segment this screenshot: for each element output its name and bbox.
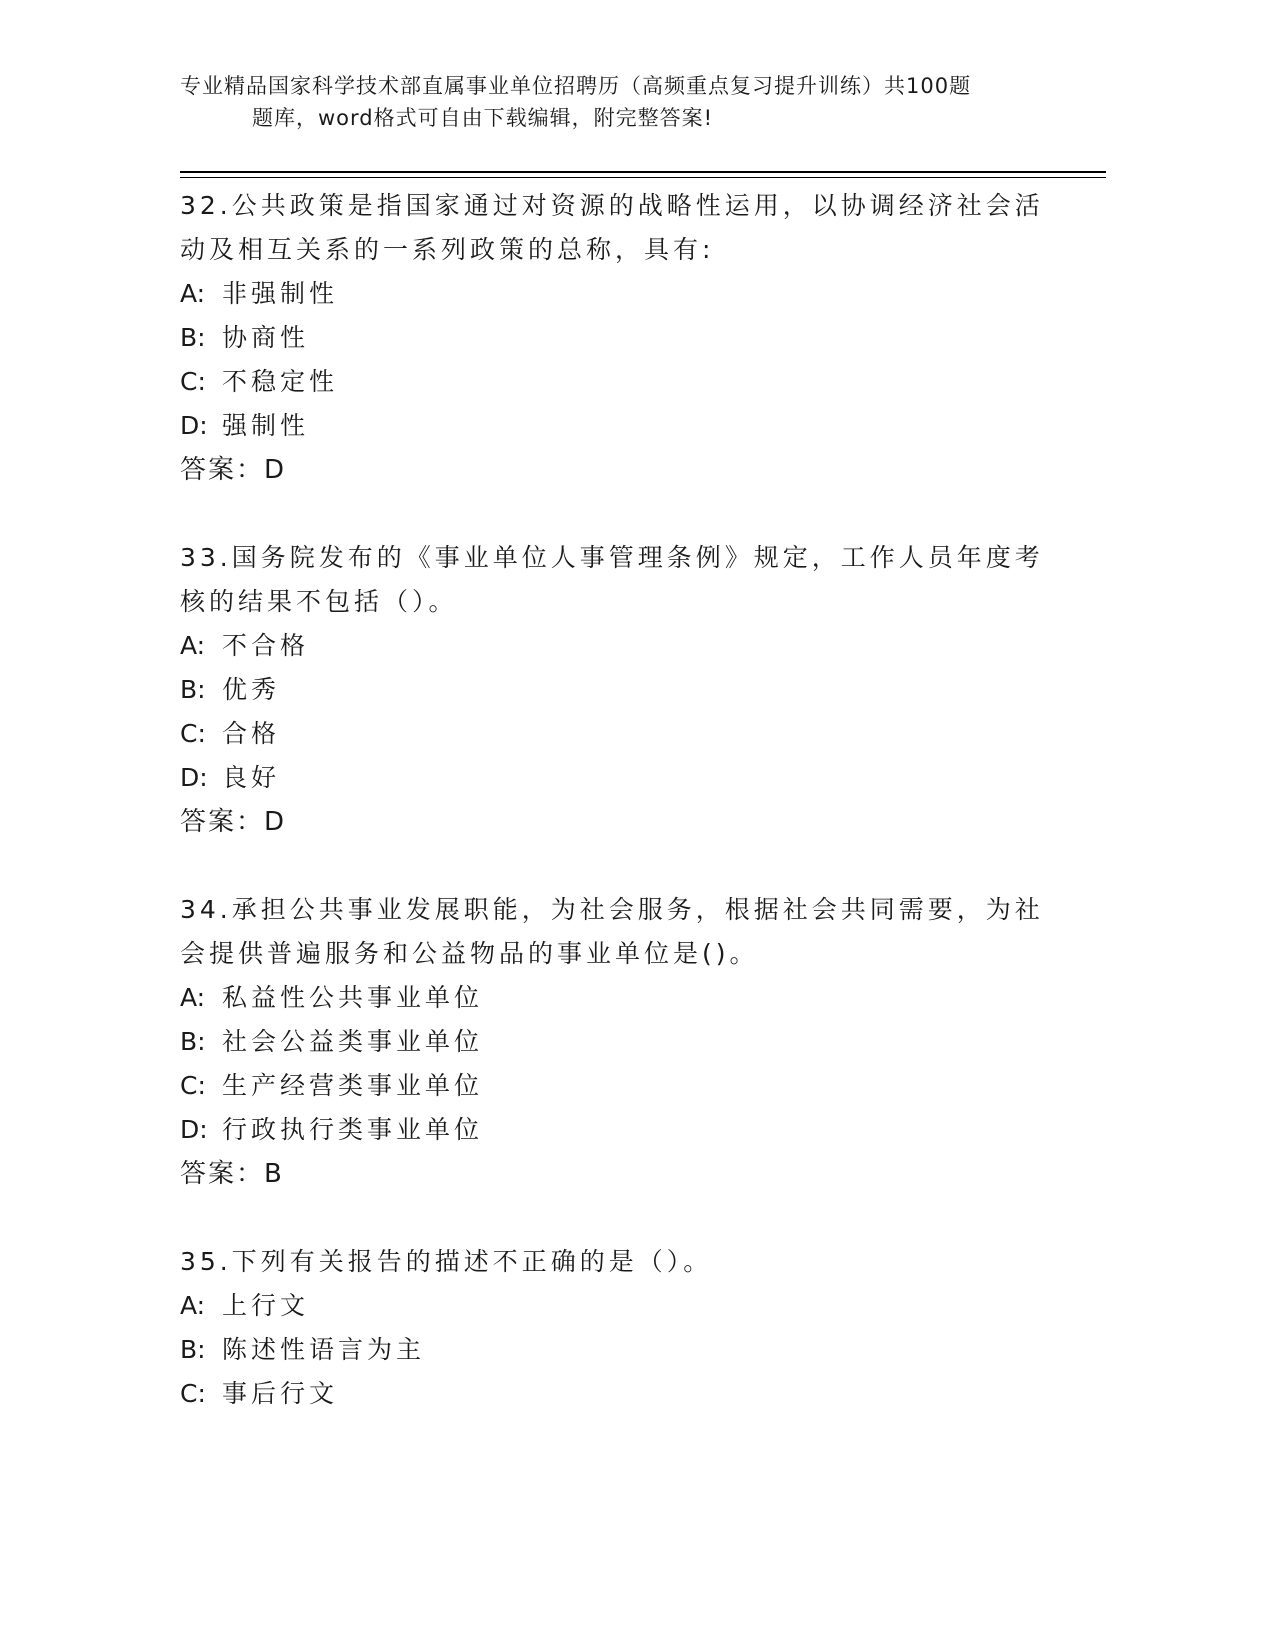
- option-letter: A:: [180, 1291, 206, 1320]
- option-b: [180, 668, 1060, 712]
- option-c: [180, 1372, 1060, 1416]
- question-stem: 32.公共政策是指国家通过对资源的战略性运用，以协调经济社会活动及相互关系的一系列政策的总称，具有:: [180, 191, 1044, 264]
- question-35: [180, 1240, 1060, 1416]
- option-text: 私益性公共事业单位: [222, 983, 484, 1012]
- header-line-1: 专业精品国家科学技术部直属事业单位招聘历（高频重点复习提升训练）共100题: [180, 74, 972, 98]
- question-34: [180, 888, 1060, 1196]
- header-divider-thin: [180, 177, 1106, 178]
- option-a: [180, 272, 1060, 316]
- option-text: 不合格: [222, 631, 310, 660]
- option-b: [180, 1328, 1060, 1372]
- option-letter: C:: [180, 367, 206, 396]
- question-list: [180, 184, 1060, 1460]
- option-d: [180, 1108, 1060, 1152]
- answer-line: 答案：D: [180, 807, 287, 837]
- option-letter: A:: [180, 279, 206, 308]
- option-letter: B:: [180, 1335, 206, 1364]
- option-text: 协商性: [222, 323, 310, 352]
- option-d: [180, 756, 1060, 800]
- question-32: [180, 184, 1060, 492]
- answer-line: 答案：B: [180, 1159, 284, 1189]
- option-c: [180, 360, 1060, 404]
- question-33: [180, 536, 1060, 844]
- option-letter: B:: [180, 323, 206, 352]
- option-text: 生产经营类事业单位: [222, 1071, 484, 1100]
- header-divider-thick: [180, 171, 1106, 173]
- option-text: 优秀: [222, 675, 281, 704]
- option-text: 合格: [222, 719, 281, 748]
- option-text: 社会公益类事业单位: [222, 1027, 484, 1056]
- option-text: 良好: [222, 763, 281, 792]
- answer-line: 答案：D: [180, 455, 287, 485]
- option-letter: B:: [180, 675, 206, 704]
- option-a: [180, 1284, 1060, 1328]
- option-d: [180, 404, 1060, 448]
- header-line-2: 题库，word格式可自由下载编辑，附完整答案!: [252, 106, 714, 130]
- option-letter: A:: [180, 983, 206, 1012]
- question-stem: 34.承担公共事业发展职能，为社会服务，根据社会共同需要，为社会提供普遍服务和公益物品的事业单位是()。: [180, 895, 1044, 968]
- option-text: 上行文: [222, 1291, 310, 1320]
- option-b: [180, 1020, 1060, 1064]
- page-header: [180, 70, 1080, 134]
- option-text: 强制性: [222, 411, 310, 440]
- option-letter: A:: [180, 631, 206, 660]
- option-letter: D:: [180, 1115, 208, 1144]
- option-letter: D:: [180, 763, 208, 792]
- option-c: [180, 712, 1060, 756]
- option-a: [180, 624, 1060, 668]
- option-letter: C:: [180, 1379, 206, 1408]
- option-letter: B:: [180, 1027, 206, 1056]
- option-letter: C:: [180, 1071, 206, 1100]
- question-stem: 33.国务院发布的《事业单位人事管理条例》规定，工作人员年度考核的结果不包括（）。: [180, 543, 1044, 616]
- option-c: [180, 1064, 1060, 1108]
- question-stem: 35.下列有关报告的描述不正确的是（）。: [180, 1247, 713, 1276]
- option-a: [180, 976, 1060, 1020]
- option-text: 非强制性: [222, 279, 339, 308]
- option-text: 不稳定性: [222, 367, 339, 396]
- option-text: 陈述性语言为主: [222, 1335, 426, 1364]
- option-letter: C:: [180, 719, 206, 748]
- option-text: 行政执行类事业单位: [222, 1115, 484, 1144]
- option-letter: D:: [180, 411, 208, 440]
- option-text: 事后行文: [222, 1379, 339, 1408]
- option-b: [180, 316, 1060, 360]
